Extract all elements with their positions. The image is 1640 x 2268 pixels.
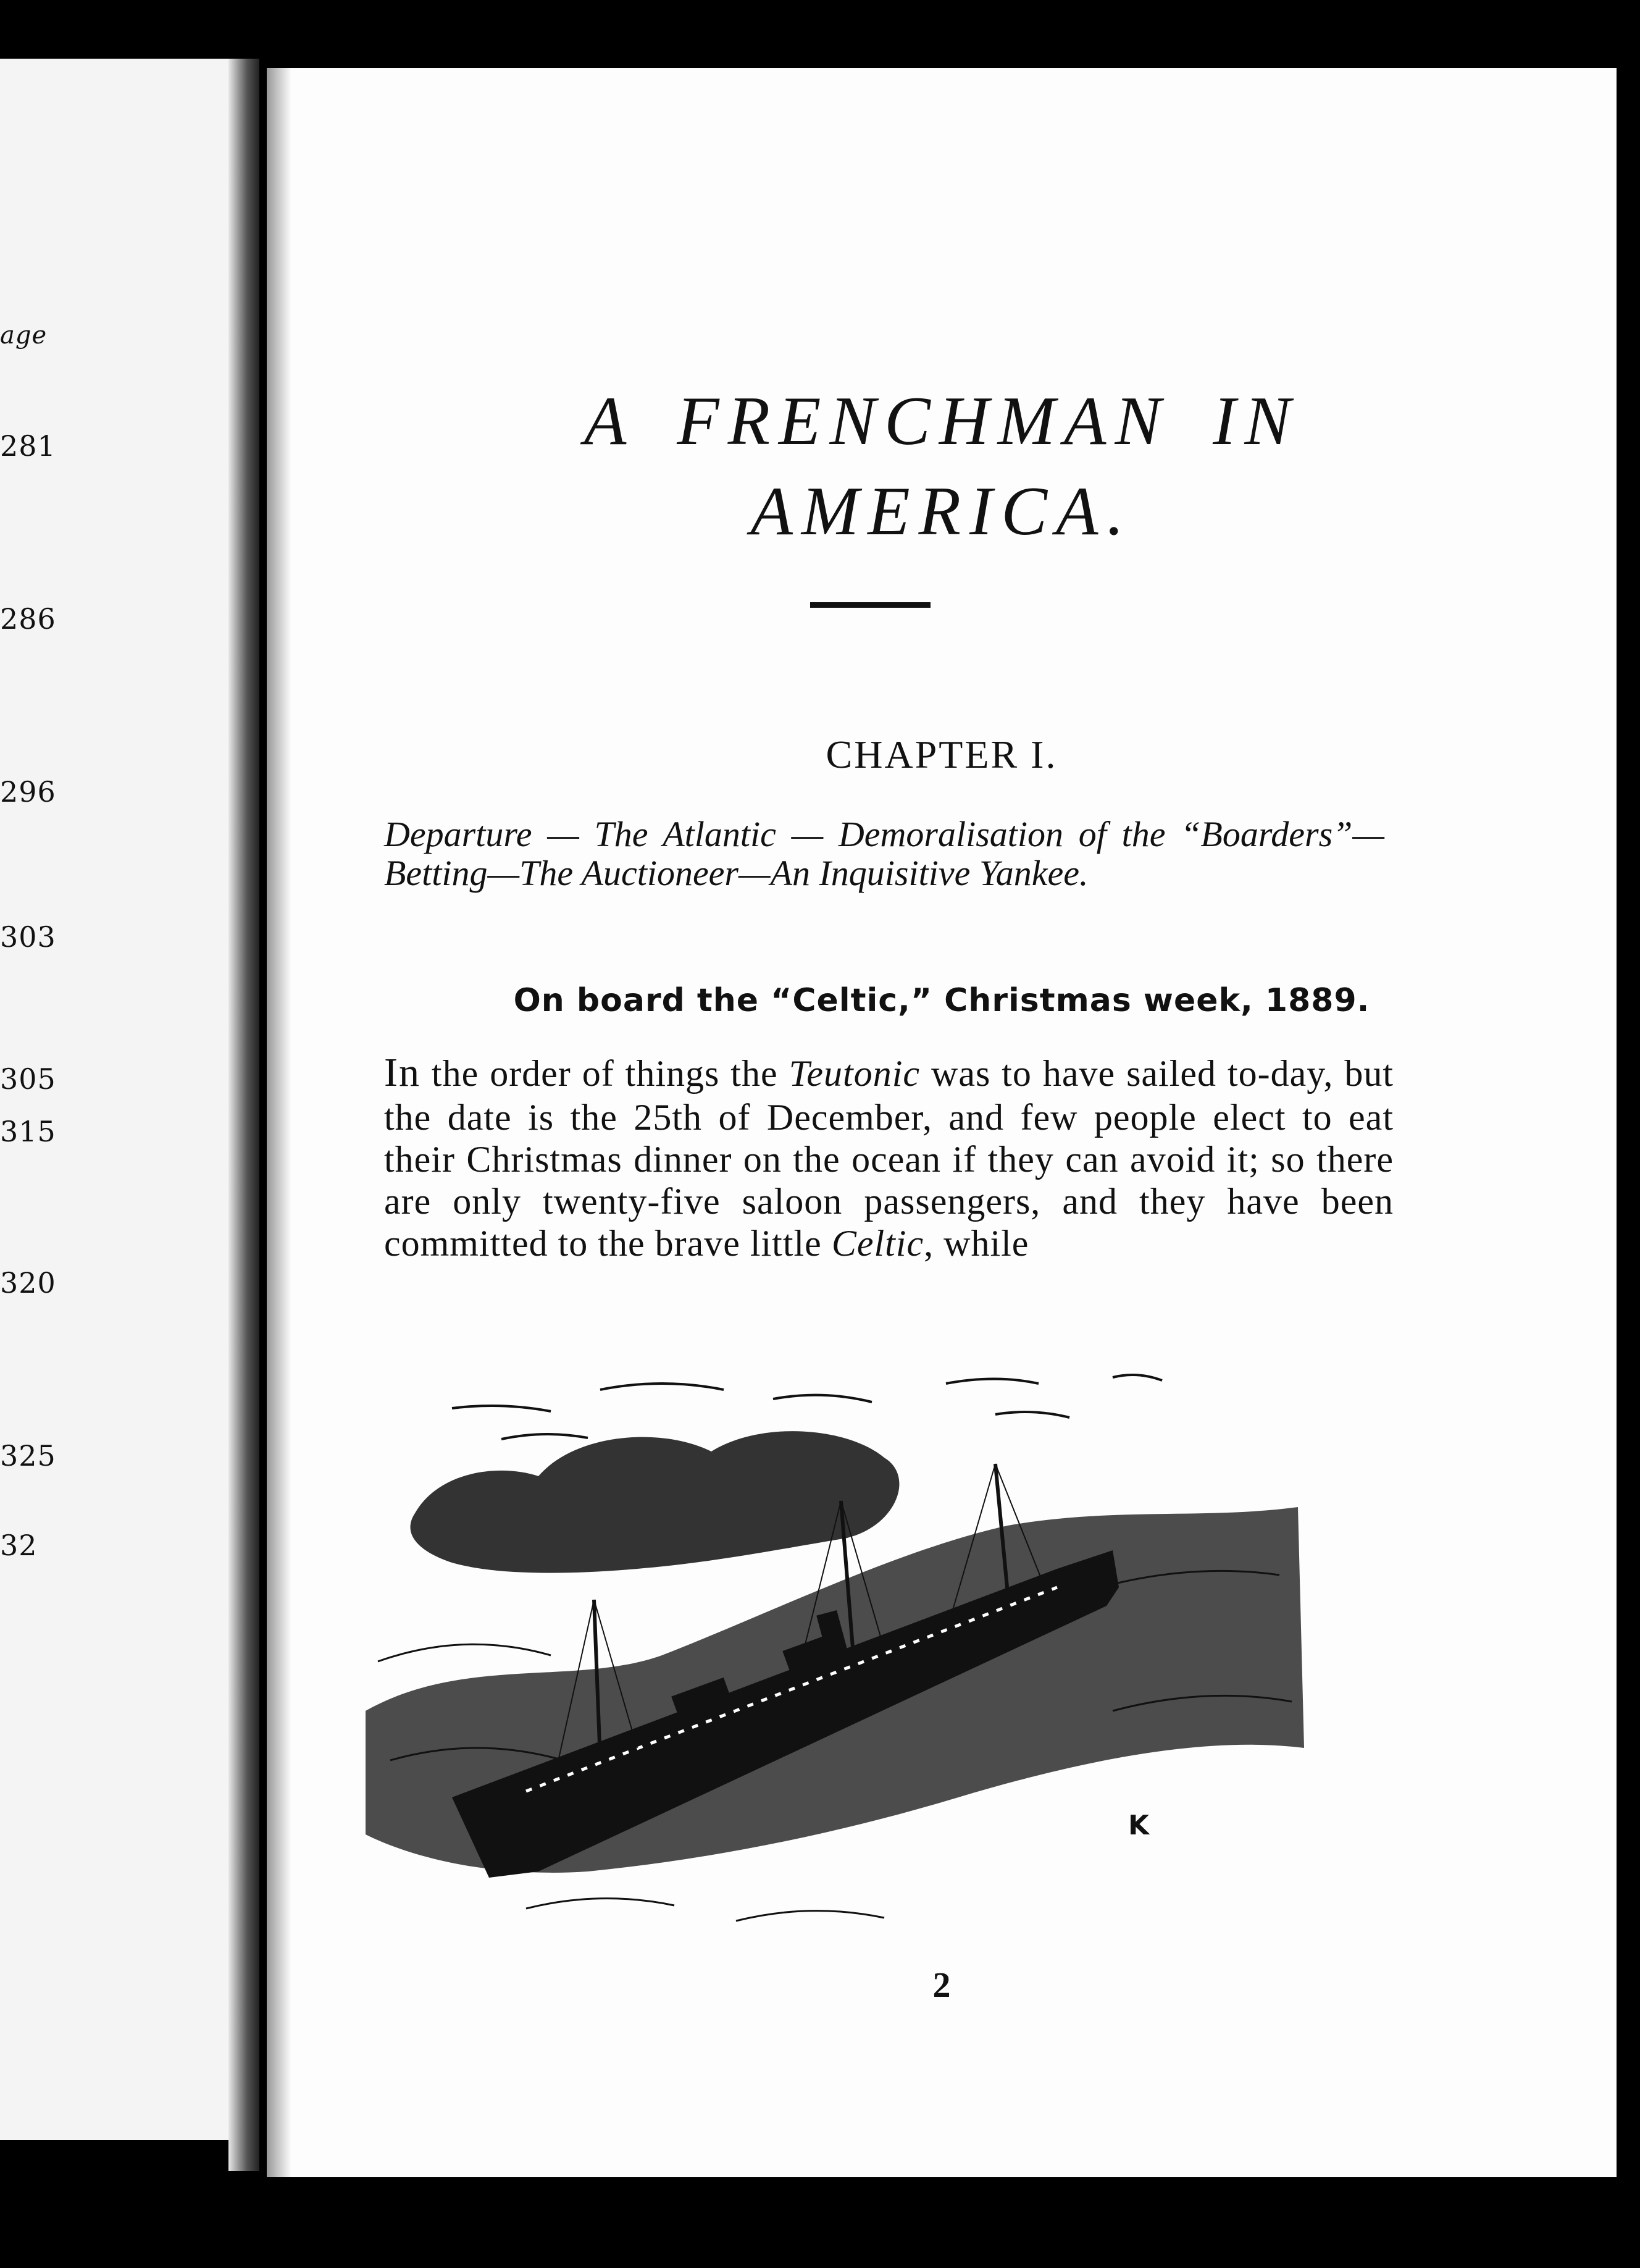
drop-initial: In (384, 1050, 420, 1095)
book-title (267, 377, 1617, 556)
book-gutter-shadow (228, 59, 259, 2171)
left-page-number: 315 (0, 1115, 56, 1148)
body-text-2: was to have sailed to-day, but the date is the 25th of December, and few people elect to eat their Christmas dinner on the ocean if they can avoid it; so there are only twenty-five saloon passengers, and they have been committed to the brave little (384, 1053, 1394, 1264)
dateline: On board the “Celtic,” Christmas week, 1889. (513, 982, 1370, 1019)
left-page-number: 320 (0, 1266, 56, 1300)
left-page-number: 286 (0, 602, 56, 636)
title-line-2: AMERICA. (750, 472, 1133, 550)
page-inner-edge (267, 68, 291, 2177)
title-line-1: A FRENCHMAN IN (584, 383, 1300, 460)
left-page-number: 325 (0, 1439, 56, 1472)
left-facing-page (0, 59, 244, 2140)
chapter-heading: CHAPTER I. (826, 733, 1058, 776)
body-text-3: , while (924, 1223, 1029, 1264)
left-page-number: 296 (0, 775, 56, 808)
page-number: 2 (932, 1965, 951, 2005)
artist-monogram: K (1128, 1810, 1150, 1841)
left-page-number: 281 (0, 429, 56, 463)
main-page (267, 68, 1617, 2177)
left-page-header-page: age (0, 321, 48, 350)
left-page-number: 32 (0, 1529, 38, 1562)
steamship-illustration (341, 1365, 1329, 1939)
left-page-number: 303 (0, 920, 56, 954)
left-page-number: 305 (0, 1062, 56, 1096)
title-rule (810, 602, 931, 608)
ship-name-teutonic: Teutonic (789, 1053, 921, 1094)
body-text-1: the order of things the (420, 1053, 789, 1094)
body-paragraph (384, 1050, 1394, 1264)
chapter-summary: Departure — The Atlantic — Demoralisation of the “Boarders”—Betting—The Auctioneer—An Inquisitive Yankee. (384, 814, 1384, 893)
ship-name-celtic: Celtic (831, 1223, 924, 1264)
